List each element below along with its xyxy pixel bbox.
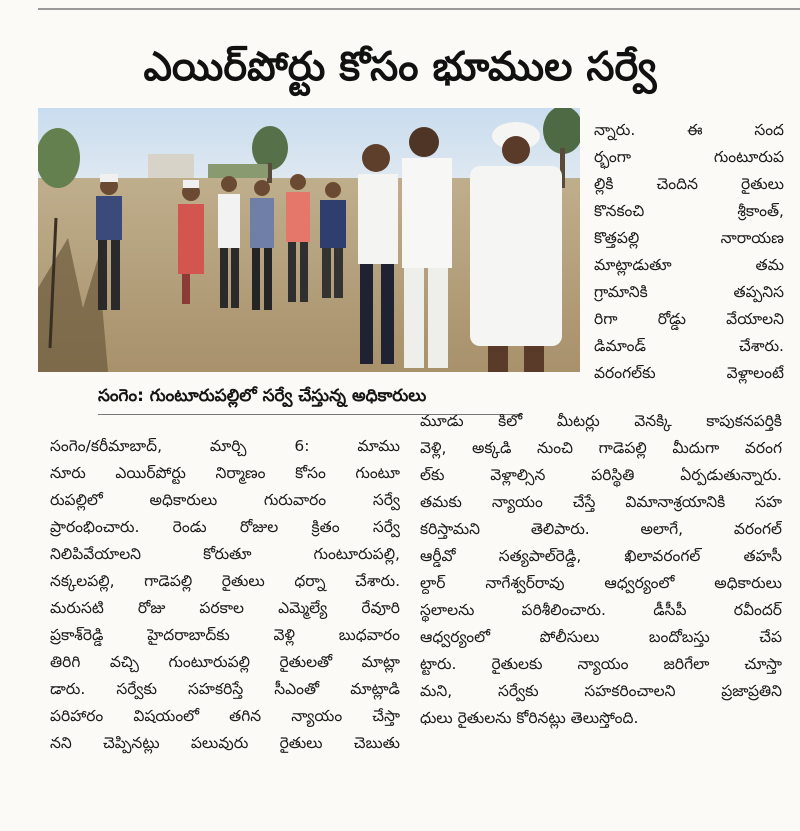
- text-line: వెళ్లి, అక్కడి నుంచి గాడెపల్లి మీదుగా వరంగ: [420, 439, 782, 457]
- text-line: మరుసటి రోజు పరకాల ఎమ్మెల్యే రేవూరి: [50, 599, 400, 617]
- text-line: కొత్తపల్లి నారాయణ: [594, 229, 784, 247]
- text-line: తిరిగి వచ్చి గుంటూరుపల్లి రైతులతో మాట్లా: [50, 653, 400, 671]
- text-line: ఆర్డీవో సత్యపాల్‌రెడ్డి, ఖిలావరంగల్ తహసీ: [420, 547, 782, 565]
- text-line: మూడు కిలో మీటర్లు వెనక్కి కాపుకనపర్తికి: [420, 412, 782, 430]
- top-rule: [38, 8, 800, 10]
- text-line: నని చెప్పినట్లు పలువురు రైతులు చెబుతు: [50, 734, 400, 752]
- text-line: నక్కలపల్లి, గాడెపల్లి రైతులు ధర్నా చేశారు.: [50, 572, 400, 590]
- text-line: ట్టారు. రైతులకు న్యాయం జరిగేలా చూస్తా: [420, 655, 782, 673]
- text-line: స్థలాలను పరిశీలించారు. డీసీపీ రవీందర్: [420, 601, 782, 619]
- text-line: గ్రామానికి తప్పనిస: [594, 283, 784, 301]
- text-line: ధులు రైతులను కోరినట్లు తెలుస్తోంది.: [420, 709, 639, 727]
- dateline: సంగెం/కరీమాబాద్, మార్చి 6: మాము: [50, 437, 400, 455]
- article-column-middle: [420, 408, 782, 732]
- text-line: కరిస్తామని తెలిపారు. అలాగే, వరంగల్: [420, 520, 782, 538]
- text-line: నూరు ఎయిర్‌పోర్టు నిర్మాణం కోసం గుంటూ: [50, 464, 400, 482]
- text-line: డిమాండ్ చేశారు.: [594, 337, 784, 355]
- text-line: ప్రారంభించారు. రెండు రోజుల క్రితం సర్వే: [50, 518, 400, 536]
- text-line: న్నారు. ఈ సంద: [594, 121, 784, 139]
- article-column-right: [594, 117, 784, 387]
- field-survey-illustration: [38, 108, 580, 372]
- text-line: ల్లికి చెందిన రైతులు: [594, 175, 784, 193]
- text-line: రుపల్లిలో అధికారులు గురువారం సర్వే: [50, 491, 400, 509]
- text-line: ల్‌కు వెళ్లాల్సిన పరిస్థితి ఏర్పడుతున్నారు.: [420, 466, 782, 484]
- text-line: ల్దార్ నాగేశ్వర్‌రావు ఆధ్వర్యంలో అధికారులు: [420, 574, 782, 592]
- text-line: డారు. సర్వేకు సహకరిస్తే సీఎంతో మాట్లాడి: [50, 680, 400, 698]
- text-line: ర్భంగా గుంటూరుప: [594, 148, 784, 166]
- headline: ఎయిర్‌పోర్టు కోసం భూముల సర్వే: [143, 44, 657, 90]
- text-line: పరిహారం విషయంలో తగిన న్యాయం చేస్తా: [50, 707, 400, 725]
- text-line: ఆధ్వర్యంలో పోలీసులు బందోబస్తు చేప: [420, 628, 782, 646]
- text-line: మాట్లాడుతూ తమ: [594, 256, 784, 274]
- photo-caption: సంగెం: గుంటూరుపల్లిలో సర్వే చేస్తున్న అధికారులు: [98, 386, 427, 406]
- text-line: మని, సర్వేకు సహకరించాలని ప్రజాప్రతిని: [420, 682, 782, 700]
- text-line: కొనకంచి శ్రీకాంత్,: [594, 202, 784, 220]
- text-line: తమకు న్యాయం చేస్తే విమానాశ్రయానికి సహ: [420, 493, 782, 511]
- text-line: రిగా రోడ్డు వేయాలని: [594, 310, 784, 328]
- text-line: వరంగల్‌కు వెళ్లాలంటే: [594, 364, 784, 382]
- article-column-left: [50, 433, 400, 757]
- text-line: నిలిపివేయాలని కోరుతూ గుంటూరుపల్లి,: [50, 545, 400, 563]
- text-line: ప్రకాశ్‌రెడ్డి హైదరాబాద్‌కు వెళ్లి బుధవారం: [50, 626, 400, 644]
- news-photo: [38, 108, 580, 372]
